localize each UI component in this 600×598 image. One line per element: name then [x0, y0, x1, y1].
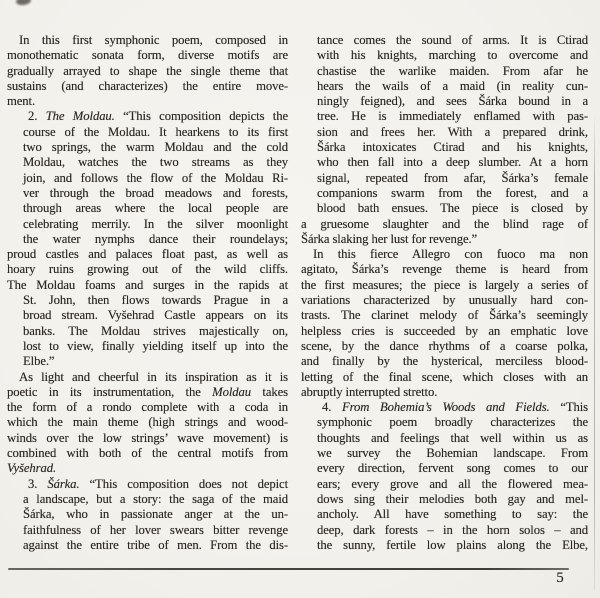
text-line: against the entire tribe of men. From the dis-: [23, 537, 288, 552]
text-line: proud castles and palaces float past, as well as: [7, 247, 288, 262]
text-line: sustains (and characterizes) the entire move-: [7, 78, 288, 93]
text-line: ment.: [7, 94, 36, 109]
text-line: ancholy. All have something to say: the: [317, 507, 588, 522]
text-line: combined with both of the central motifs from: [7, 446, 288, 461]
text-line: tance comes the sound of arms. It is Ctirad: [317, 33, 588, 47]
text-line: The Moldau foams and surges in the rapids at: [7, 277, 288, 292]
text-line: a landscape, but a story: the saga of the maid: [23, 491, 288, 506]
text-line: with his knights, marching to overcome and: [317, 48, 588, 63]
text-line: the water nymphs dance their roundelays;: [23, 231, 288, 246]
text-line: scene, by the dance rhythms of a coarse polka,: [301, 338, 588, 353]
paragraph: [317, 400, 588, 553]
text-line: As light and cheerful in its inspiration as it is: [19, 369, 288, 384]
text-line: banks. The Moldau strives majestically on,: [23, 323, 288, 338]
text-line: thoughts and feelings that well within us as: [317, 430, 588, 445]
paragraph: [7, 109, 289, 369]
text-line: signal, repeated from afar, Šárka’s female: [317, 170, 588, 185]
text-line: abruptly interrupted stretto.: [301, 384, 438, 399]
text-line: lost to view, finally yielding itself up into the: [23, 338, 288, 353]
text-line: St. John, then flows towards Prague in a: [23, 293, 288, 308]
text-line: two springs, the warm Moldau and the cold: [23, 140, 288, 155]
paragraph: [7, 370, 288, 477]
left-column: [7, 33, 288, 553]
paragraph: [7, 33, 288, 109]
text-line: broad stream. Vyšehrad Castle appears on its: [23, 308, 288, 323]
text-line: a gruesome slaughter and the blind rage of: [301, 216, 588, 231]
text-line: gradually arrayed to shape the single theme that: [7, 63, 288, 78]
text-line: ears; every grove and all the flowered mea-: [317, 476, 588, 491]
text-line: 4. From Bohemia’s Woods and Fields. “This: [322, 400, 589, 415]
text-line: Vyšehrad.: [7, 461, 57, 476]
text-line: the sunny, fertile low plains along the Elbe,: [317, 537, 588, 552]
text-line: course of the Moldau. It hearkens to its first: [23, 124, 288, 139]
text-line: monothematic sonata form, diverse motifs are: [7, 48, 288, 63]
paragraph: [301, 247, 588, 400]
text-line: Šárka intoxicates Ctirad and his knights,: [317, 140, 588, 155]
text-line: tree. He is immediately enflamed with pas-: [317, 109, 588, 124]
text-line: letting of the final scene, which closes with an: [301, 369, 588, 384]
text-line: Elbe.”: [23, 354, 55, 369]
scan-smudge-artifact: [16, 0, 32, 6]
text-line: 2. The Moldau. “This composition depicts the: [28, 109, 289, 124]
text-line: Šárka slaking her lust for revenge.”: [301, 231, 478, 246]
text-line: trasts. The clarinet melody of Šárka’s seemingly: [301, 308, 588, 323]
footer-rule: [8, 568, 569, 570]
text-line: Šárka, who in passionate anger at the un-: [23, 507, 288, 522]
text-line: variations characterized by unusually hard con-: [301, 293, 588, 308]
text-line: Moldau, watches the two streams as they: [23, 155, 288, 170]
page-number: 5: [556, 570, 564, 586]
text-line: which the main theme (high strings and wood-: [7, 415, 288, 430]
text-line: celebrating merrily. In the silver moonlight: [23, 216, 288, 231]
text-line: chastise the warlike maiden. From afar he: [317, 63, 588, 78]
text-line: blood bath ensues. The piece is closed by: [317, 201, 588, 216]
text-line: agitato, Šárka’s revenge theme is heard from: [301, 262, 588, 277]
text-line: and finally by the hysterical, merciless blood-: [301, 354, 588, 369]
text-line: symphonic poem broadly characterizes the: [317, 415, 588, 430]
text-line: 3. Šárka. “This composition does not depict: [28, 476, 288, 491]
text-line: through areas where the local people are: [23, 201, 288, 216]
text-line: the first measures; the piece is largely a series of: [301, 277, 588, 292]
text-line: every direction, fervent song comes to our: [317, 461, 588, 476]
text-line: join, and follows the flow of the Moldau Ri-: [23, 170, 288, 185]
text-line: poetic in its instrumentation, the Moldau takes: [7, 384, 288, 399]
paragraph: [301, 33, 588, 247]
right-column: [301, 33, 588, 553]
text-line: who then fall into a deep slumber. At a horn: [317, 155, 588, 170]
text-line: deep, dark forests – in the horn solos – and: [317, 522, 588, 537]
text-line: the form of a rondo complete with a coda in: [7, 400, 288, 415]
text-line: In this first symphonic poem, composed in: [19, 33, 288, 47]
text-line: hoary ruins growing out of the wild cliffs.: [7, 262, 288, 277]
text-line: ver through the broad meadows and forests,: [23, 185, 288, 200]
text-line: winds over the low strings’ wave movement) is: [7, 430, 288, 445]
text-line: helpless cries is succeeded by an emphatic love: [301, 323, 588, 338]
text-line: sion and frees her. With a prepared drink,: [317, 124, 588, 139]
text-line: ningly feigned), and sees Šárka bound in a: [317, 94, 588, 109]
text-line: dows sing their melodies both gay and mel-: [317, 491, 588, 506]
text-line: In this fierce Allegro con fuoco ma non: [313, 247, 588, 262]
text-line: companions swarm from the forest, and a: [317, 185, 588, 200]
text-line: we survey the Bohemian landscape. From: [317, 446, 588, 461]
text-line: faithfulness of her lover swears bitter revenge: [23, 522, 288, 537]
page-edge-shadow: [594, 112, 595, 590]
paragraph: [23, 477, 288, 553]
text-line: hears the wails of a maid (in reality cun-: [317, 78, 588, 93]
